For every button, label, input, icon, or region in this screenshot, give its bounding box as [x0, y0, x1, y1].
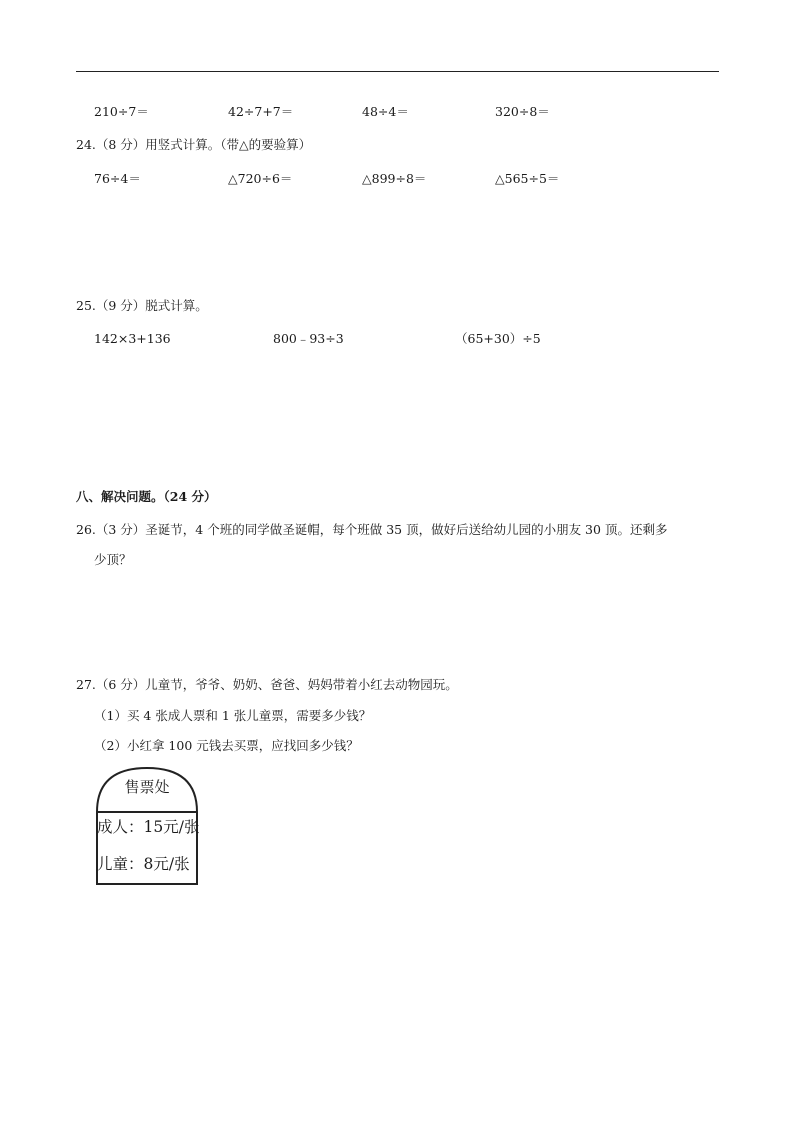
calc-item: 48÷4＝	[362, 104, 409, 119]
question-25-title: 25.（9 分）脱式计算。	[76, 298, 208, 313]
calc-item: 320÷8＝	[495, 104, 550, 119]
header-rule	[76, 71, 719, 72]
calc-item: 800﹣93÷3	[273, 331, 344, 346]
question-26-line-2: 少顶？	[94, 552, 132, 567]
sign-title: 售票处	[124, 778, 170, 796]
question-27-sub-2: （2）小红拿 100 元钱去买票，应找回多少钱？	[94, 738, 359, 753]
section-8-heading: 八、解决问题。（24 分）	[76, 489, 217, 504]
question-27-title: 27.（6 分）儿童节，爷爷、奶奶、爸爸、妈妈带着小红去动物园玩。	[76, 677, 458, 692]
question-26-line-1: 26.（3 分）圣诞节，4 个班的同学做圣诞帽，每个班做 35 顶，做好后送给幼儿园的小朋友 30 顶。还剩多	[76, 522, 668, 537]
sign-adult-price: 成人：15元/张	[97, 818, 200, 836]
calc-item: 210÷7＝	[94, 104, 149, 119]
calc-item: △565÷5＝	[495, 171, 560, 186]
sign-child-price: 儿童：8元/张	[97, 855, 190, 873]
calc-item: （65+30）÷5	[455, 331, 541, 346]
question-27-sub-1: （1）买 4 张成人票和 1 张儿童票，需要多少钱？	[94, 708, 372, 723]
calc-item: 42÷7+7＝	[228, 104, 294, 119]
calc-item: △720÷6＝	[228, 171, 293, 186]
calc-item: 142×3+136	[94, 331, 171, 346]
question-24-title: 24.（8 分）用竖式计算。（带△的要验算）	[76, 137, 312, 152]
ticket-office-sign	[95, 766, 199, 885]
calc-item: △899÷8＝	[362, 171, 427, 186]
calc-item: 76÷4＝	[94, 171, 141, 186]
